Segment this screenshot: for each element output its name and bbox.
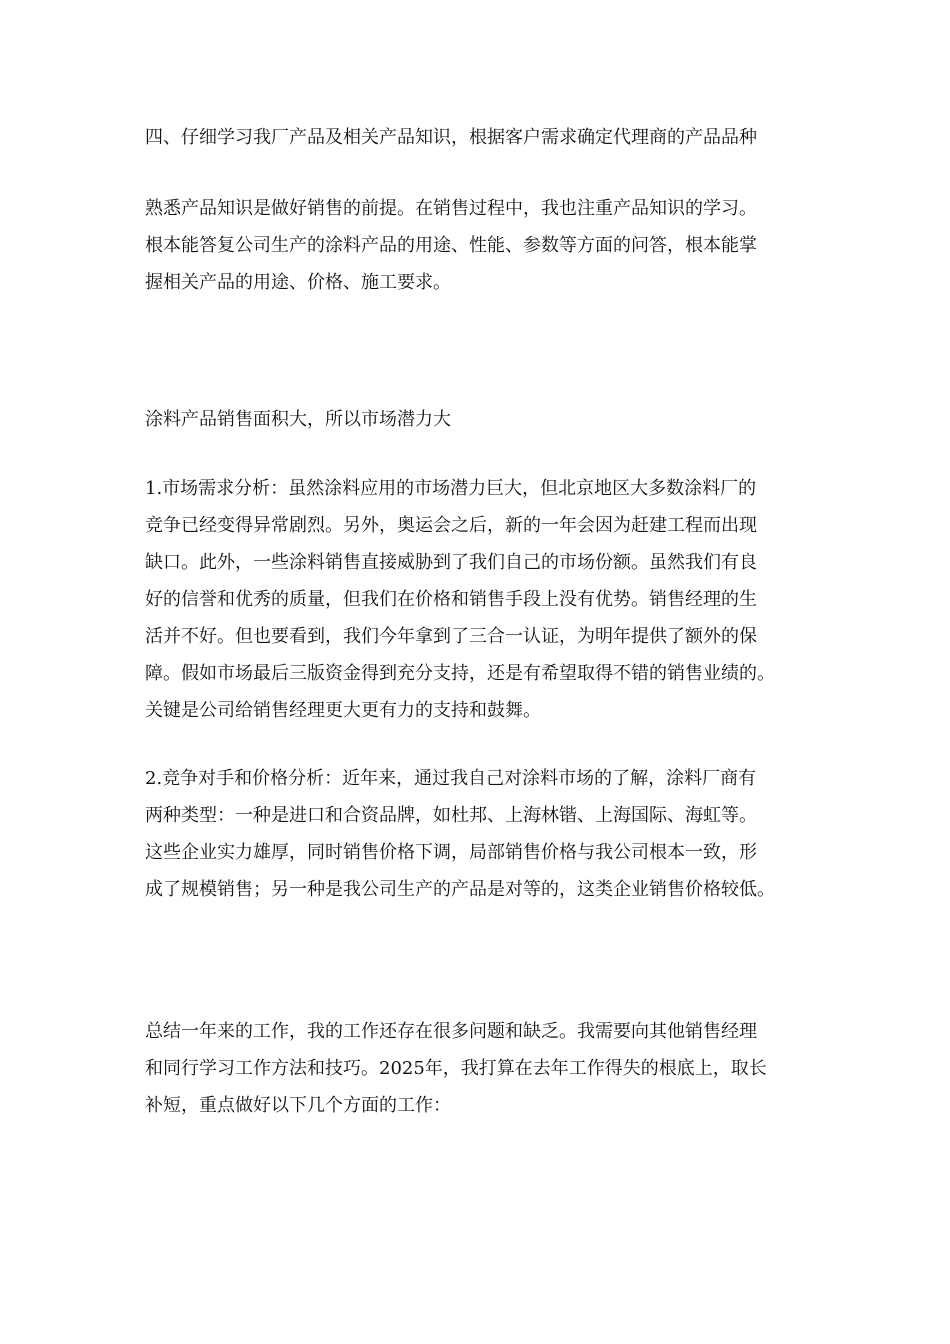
text-line: 2.竞争对手和价格分析：近年来，通过我自己对涂料市场的了解，涂料厂商有 bbox=[145, 768, 757, 789]
paragraph-summary-plan bbox=[145, 1013, 815, 1124]
paragraph-competitor-price-analysis bbox=[145, 760, 815, 908]
text-line: 1.市场需求分析：虽然涂料应用的市场潜力巨大，但北京地区大多数涂料厂的 bbox=[145, 478, 757, 499]
paragraph-market-demand-analysis bbox=[145, 470, 815, 729]
text-line: 和同行学习工作方法和技巧。2025年，我打算在去年工作得失的根底上，取长 bbox=[145, 1058, 767, 1079]
text-line: 熟悉产品知识是做好销售的前提。在销售过程中，我也注重产品知识的学习。 bbox=[145, 198, 757, 219]
text-line: 补短，重点做好以下几个方面的工作： bbox=[145, 1095, 451, 1116]
text-line: 涂料产品销售面积大，所以市场潜力大 bbox=[145, 409, 451, 430]
paragraph-market-potential bbox=[145, 401, 815, 438]
text-line: 活并不好。但也要看到，我们今年拿到了三合一认证，为明年提供了额外的保 bbox=[145, 626, 757, 647]
text-line: 根本能答复公司生产的涂料产品的用途、性能、参数等方面的问答，根本能掌 bbox=[145, 235, 757, 256]
text-line: 障。假如市场最后三版资金得到充分支持，还是有希望取得不错的销售业绩的。 bbox=[145, 663, 775, 684]
paragraph-product-knowledge bbox=[145, 190, 815, 301]
text-line: 关键是公司给销售经理更大更有力的支持和鼓舞。 bbox=[145, 700, 541, 721]
text-line: 总结一年来的工作，我的工作还存在很多问题和缺乏。我需要向其他销售经理 bbox=[145, 1021, 757, 1042]
text-line: 缺口。此外，一些涂料销售直接威胁到了我们自己的市场份额。虽然我们有良 bbox=[145, 552, 757, 573]
text-line: 竞争已经变得异常剧烈。另外，奥运会之后，新的一年会因为赶建工程而出现 bbox=[145, 515, 757, 536]
text-line: 两种类型：一种是进口和合资品牌，如杜邦、上海林锴、上海国际、海虹等。 bbox=[145, 805, 757, 826]
text-line: 这些企业实力雄厚，同时销售价格下调，局部销售价格与我公司根本一致，形 bbox=[145, 842, 757, 863]
text-line: 握相关产品的用途、价格、施工要求。 bbox=[145, 272, 451, 293]
text-line: 四、仔细学习我厂产品及相关产品知识，根据客户需求确定代理商的产品品种 bbox=[145, 127, 757, 148]
text-line: 成了规模销售；另一种是我公司生产的产品是对等的，这类企业销售价格较低。 bbox=[145, 879, 775, 900]
section-heading-product-knowledge bbox=[145, 119, 815, 156]
text-line: 好的信誉和优秀的质量，但我们在价格和销售手段上没有优势。销售经理的生 bbox=[145, 589, 757, 610]
